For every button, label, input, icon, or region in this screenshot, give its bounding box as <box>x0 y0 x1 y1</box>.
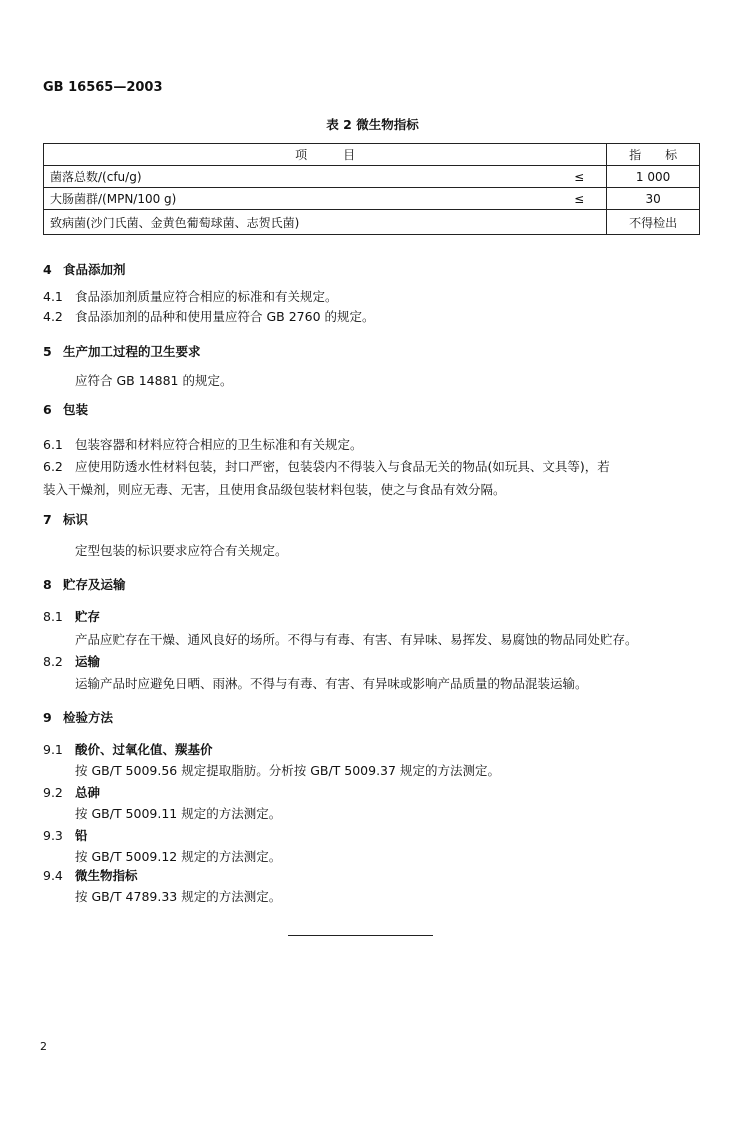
row-op <box>564 210 607 235</box>
page-number: 2 <box>40 1040 47 1053</box>
section-8-heading: 8 贮存及运输 <box>43 577 126 592</box>
section-7-text: 定型包装的标识要求应符合有关规定。 <box>75 543 288 558</box>
clause-9-3: 9.3 铅 <box>43 828 88 843</box>
end-rule <box>288 935 433 936</box>
clause-6-1: 6.1 包装容器和材料应符合相应的卫生标准和有关规定。 <box>43 437 363 452</box>
row-value: 不得检出 <box>607 210 700 235</box>
clause-8-1-text: 产品应贮存在干燥、通风良好的场所。不得与有毒、有害、有异味、易挥发、易腐蚀的物品同处贮存。 <box>75 632 638 647</box>
clause-9-4-text: 按 GB/T 4789.33 规定的方法测定。 <box>75 889 282 904</box>
section-4-heading: 4 食品添加剂 <box>43 262 126 277</box>
clause-9-4: 9.4 微生物指标 <box>43 868 138 883</box>
microbial-table <box>43 143 700 235</box>
clause-9-2: 9.2 总砷 <box>43 785 101 800</box>
section-5-heading: 5 生产加工过程的卫生要求 <box>43 344 201 359</box>
clause-4-2: 4.2 食品添加剂的品种和使用量应符合 GB 2760 的规定。 <box>43 309 375 324</box>
row-value: 1 000 <box>607 166 700 188</box>
section-7-heading: 7 标识 <box>43 512 89 527</box>
header-value: 指 标 <box>607 144 700 166</box>
section-5-text: 应符合 GB 14881 的规定。 <box>75 373 233 388</box>
table-title: 表 2 微生物指标 <box>326 117 419 132</box>
clause-9-2-text: 按 GB/T 5009.11 规定的方法测定。 <box>75 806 282 821</box>
section-6-heading: 6 包装 <box>43 402 89 417</box>
section-9-heading: 9 检验方法 <box>43 710 114 725</box>
table-row <box>44 188 700 210</box>
row-item: 大肠菌群/(MPN/100 g) <box>44 188 565 210</box>
table-row <box>44 166 700 188</box>
table-row <box>44 210 700 235</box>
clause-8-2: 8.2 运输 <box>43 654 101 669</box>
row-item: 致病菌(沙门氏菌、金黄色葡萄球菌、志贺氏菌) <box>44 210 565 235</box>
row-op: ≤ <box>564 166 607 188</box>
clause-9-3-text: 按 GB/T 5009.12 规定的方法测定。 <box>75 849 282 864</box>
row-item: 菌落总数/(cfu/g) <box>44 166 565 188</box>
document-header: GB 16565—2003 <box>43 80 163 95</box>
row-op: ≤ <box>564 188 607 210</box>
header-item: 项 目 <box>44 144 607 166</box>
clause-4-1: 4.1 食品添加剂质量应符合相应的标准和有关规定。 <box>43 289 338 304</box>
clause-9-1: 9.1 酸价、过氧化值、羰基价 <box>43 742 213 757</box>
clause-6-2-cont: 装入干燥剂，则应无毒、无害，且使用食品级包装材料包装，使之与食品有效分隔。 <box>43 482 506 497</box>
table-header-row <box>44 144 700 166</box>
clause-8-1: 8.1 贮存 <box>43 609 101 624</box>
clause-6-2: 6.2 应使用防透水性材料包装，封口严密，包装袋内不得装入与食品无关的物品(如玩具、文具等)，若 <box>43 459 610 474</box>
row-value: 30 <box>607 188 700 210</box>
clause-8-2-text: 运输产品时应避免日晒、雨淋。不得与有毒、有害、有异味或影响产品质量的物品混装运输。 <box>75 676 588 691</box>
clause-9-1-text: 按 GB/T 5009.56 规定提取脂肪。分析按 GB/T 5009.37 规定的方法测定。 <box>75 763 500 778</box>
